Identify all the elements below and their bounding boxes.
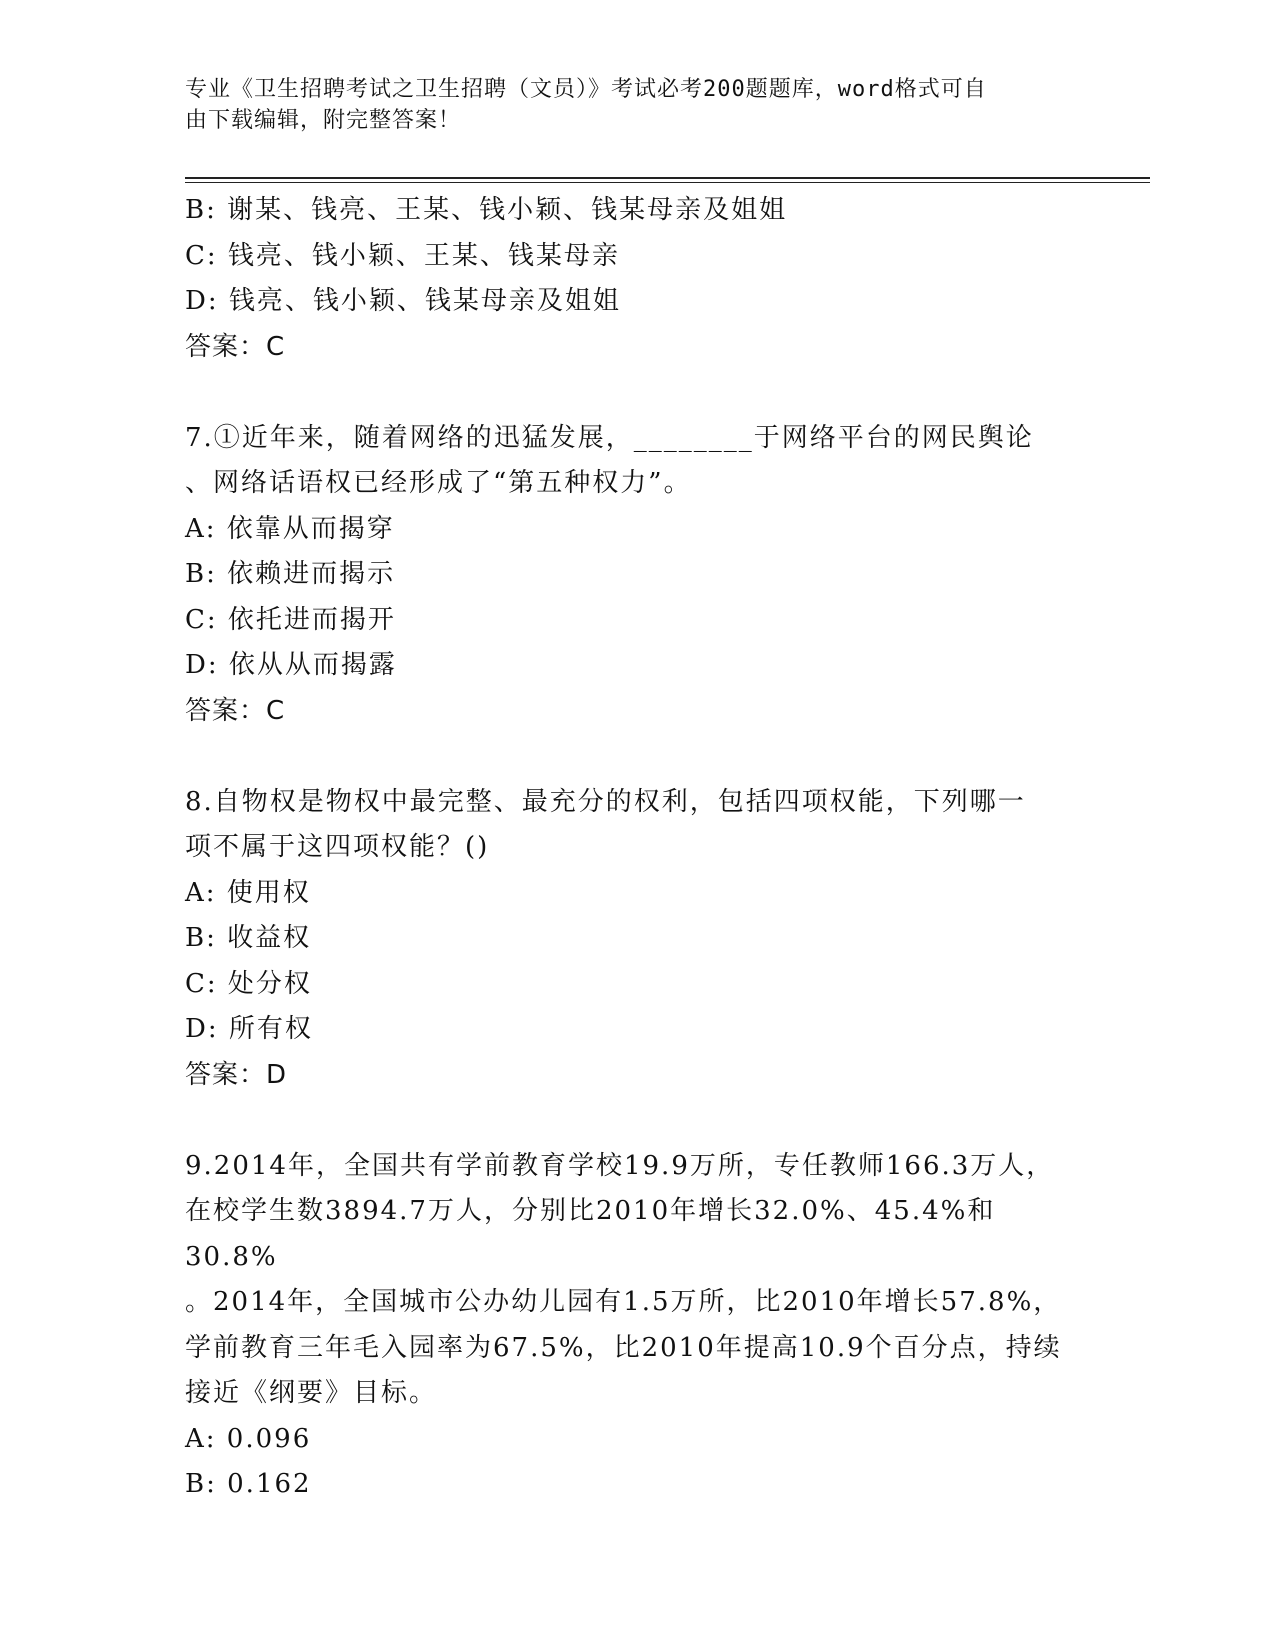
question-text-line-2: 在校学生数3894.7万人，分别比2010年增长32.0%、45.4%和30.8% [185,1196,996,1272]
option-c: C: 依托进而揭开 [185,604,396,635]
question-text-line-1: 7.①近年来，随着网络的迅猛发展，________于网络平台的网民舆论 [185,422,1034,453]
answer-label: 答案：C [185,695,286,726]
option-a: A: 依靠从而揭穿 [185,513,395,544]
option-d: D: 依从从而揭露 [185,650,397,680]
option-d: D: 钱亮、钱小颖、钱某母亲及姐姐 [185,286,621,316]
option-b: B: 谢某、钱亮、王某、钱小颖、钱某母亲及姐姐 [185,195,788,225]
question-6 [185,188,1085,370]
question-text-line-1: 9.2014年，全国共有学前教育学校19.9万所，专任教师166.3万人， [185,1150,1055,1181]
option-a: A: 使用权 [185,877,311,908]
option-b: B: 依赖进而揭示 [185,559,396,589]
spacer [185,1098,1085,1144]
question-8 [185,780,1085,1099]
document-body [185,188,1085,1508]
spacer [185,370,1085,416]
spacer [185,734,1085,780]
option-a: A: 0.096 [185,1423,312,1454]
header-divider-thick [185,177,1150,179]
question-text-line-5: 接近《纲要》目标。 [185,1378,438,1408]
question-text-line-3: 。2014年，全国城市公办幼儿园有1.5万所，比2010年增长57.8%， [185,1287,1062,1317]
option-c: C: 钱亮、钱小颖、王某、钱某母亲 [185,240,620,271]
question-7 [185,416,1085,735]
question-text-line-4: 学前教育三年毛入园率为67.5%，比2010年提高10.9个百分点，持续 [185,1332,1062,1363]
question-text-line-2: 、网络话语权已经形成了“第五种权力”。 [185,468,692,498]
option-b: B: 收益权 [185,923,312,953]
question-text-line-2: 项不属于这四项权能？() [185,832,490,862]
option-d: D: 所有权 [185,1014,313,1044]
option-c: C: 处分权 [185,968,312,999]
answer-label: 答案：C [185,331,286,362]
option-b: B: 0.162 [185,1469,312,1499]
document-header [185,74,1065,136]
header-line-2: 由下载编辑，附完整答案！ [185,108,462,133]
header-divider-thin [185,182,1150,183]
header-line-1: 专业《卫生招聘考试之卫生招聘（文员）》考试必考200题题库，word格式可自 [185,77,987,102]
question-9 [185,1144,1085,1508]
answer-label: 答案：D [185,1059,288,1090]
question-text-line-1: 8.自物权是物权中最完整、最充分的权利，包括四项权能，下列哪一 [185,786,1026,817]
